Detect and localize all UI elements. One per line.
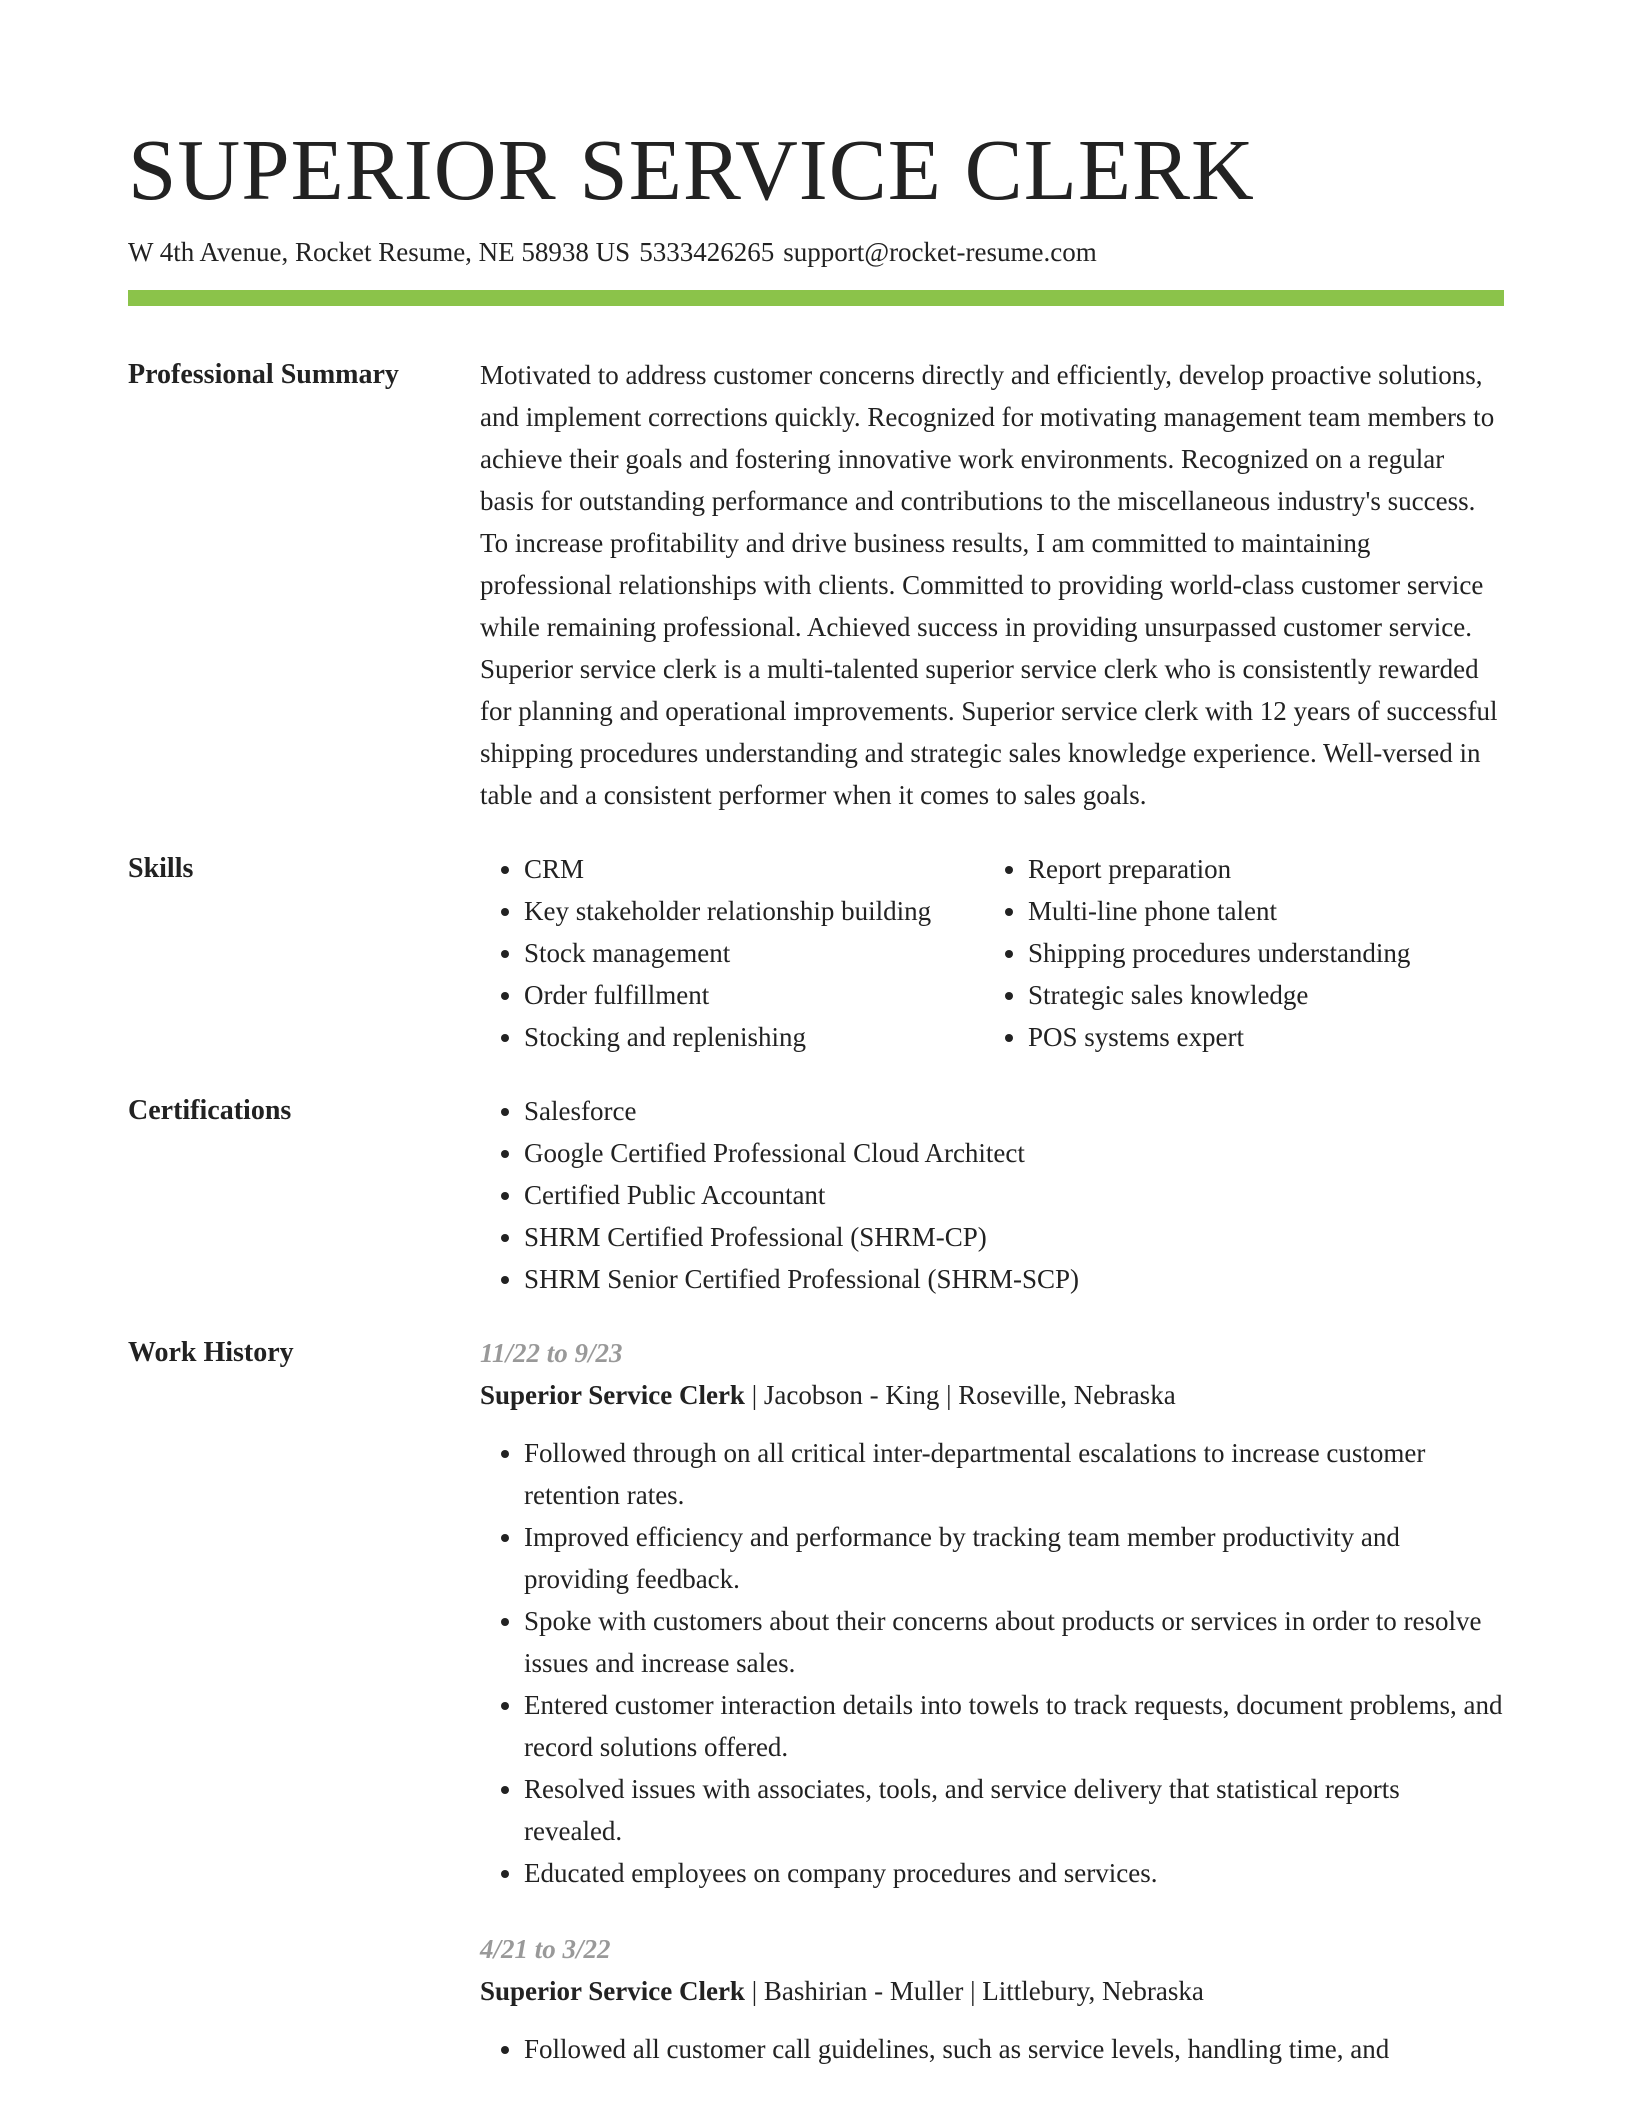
section-title-summary: Professional Summary [128,359,399,390]
job-title: Superior Service Clerk [480,1380,745,1410]
summary-body [480,354,1504,816]
certifications-body [480,1090,1504,1300]
contact-line [128,234,1504,270]
resume-page [128,120,1504,2070]
professional-summary-section [128,354,1504,816]
job-duty-item: • Resolved issues with associates, tools, and service delivery that statistical reports revealed. [524,1768,1504,1852]
section-title-work-history: Work History [128,1337,294,1368]
skill-item: • CRM [524,848,984,890]
job-duty-item: • Entered customer interaction details into towels to track requests, document problems, and record solutions offered. [524,1684,1504,1768]
section-title-skills: Skills [128,853,194,884]
skill-item: • Stock management [524,932,984,974]
job-dates: 11/22 to 9/23 [480,1338,623,1368]
certification-item: • SHRM Certified Professional (SHRM-CP) [524,1216,1504,1258]
contact-address: W 4th Avenue, Rocket Resume, NE 58938 US [128,237,631,267]
job-employer-location: | Bashirian - Muller | Littlebury, Nebraska [744,1976,1204,2006]
job-duties-list [480,1432,1504,1894]
skills-column-right [984,848,1488,1058]
job-heading [480,1374,1504,1416]
certification-item: • SHRM Senior Certified Professional (SHRM-SCP) [524,1258,1504,1300]
contact-phone: 5333426265 [639,237,775,267]
skill-item: • Report preparation [1028,848,1488,890]
job-entry [480,1332,1504,1894]
skill-item: • Order fulfillment [524,974,984,1016]
skill-item: • POS systems expert [1028,1016,1488,1058]
skills-section [128,848,1504,1058]
skills-grid [480,848,1504,1058]
header-divider [128,290,1504,306]
contact-email: support@rocket-resume.com [783,237,1097,267]
section-title-certifications: Certifications [128,1095,292,1126]
job-title: Superior Service Clerk [480,1976,745,2006]
resume-name: SUPERIOR SERVICE CLERK [128,121,1255,218]
job-duty-item: • Educated employees on company procedures and services. [524,1852,1504,1894]
job-duty-item: • Spoke with customers about their concerns about products or services in order to resolve issues and increase sales. [524,1600,1504,1684]
work-history-section [128,1332,1504,2070]
job-duty-item: • Followed all customer call guidelines, such as service levels, handling time, and [524,2028,1504,2070]
skills-column-left [480,848,984,1058]
skill-item: • Stocking and replenishing [524,1016,984,1058]
skill-item: • Multi-line phone talent [1028,890,1488,932]
certification-item: • Certified Public Accountant [524,1174,1504,1216]
job-duty-item: • Followed through on all critical inter-departmental escalations to increase customer retention rates. [524,1432,1504,1516]
work-history-body [480,1332,1504,2070]
skill-item: • Shipping procedures understanding [1028,932,1488,974]
job-dates: 4/21 to 3/22 [480,1934,611,1964]
skills-body [480,848,1504,1058]
job-duties-list [480,2028,1504,2070]
certifications-list [480,1090,1504,1300]
job-entry [480,1928,1504,2070]
job-duty-item: • Improved efficiency and performance by tracking team member productivity and providing feedback. [524,1516,1504,1600]
certification-item: • Google Certified Professional Cloud Architect [524,1132,1504,1174]
summary-text: Motivated to address customer concerns directly and efficiently, develop proactive solutions, and implement corrections quickly. Recognized for motivating management team members to achieve their goals and fostering innovative work environments. Recognized on a regular basis for outstanding performance and contributions to the miscellaneous industry's success. To increase profitability and drive business results, I am committed to maintaining professional relationships with clients. Committed to providing world-class customer service while remaining professional. Achieved success in providing unsurpassed customer service. Superior service clerk is a multi-talented superior service clerk who is consistently rewarded for planning and operational improvements. Superior service clerk with 12 years of successful shipping procedures understanding and strategic sales knowledge experience. Well-versed in table and a consistent performer when it comes to sales goals. [480,360,1498,810]
job-employer-location: | Jacobson - King | Roseville, Nebraska [744,1380,1176,1410]
job-heading [480,1970,1504,2012]
skill-item: • Strategic sales knowledge [1028,974,1488,1016]
certification-item: • Salesforce [524,1090,1504,1132]
certifications-section [128,1090,1504,1300]
skill-item: • Key stakeholder relationship building [524,890,984,932]
